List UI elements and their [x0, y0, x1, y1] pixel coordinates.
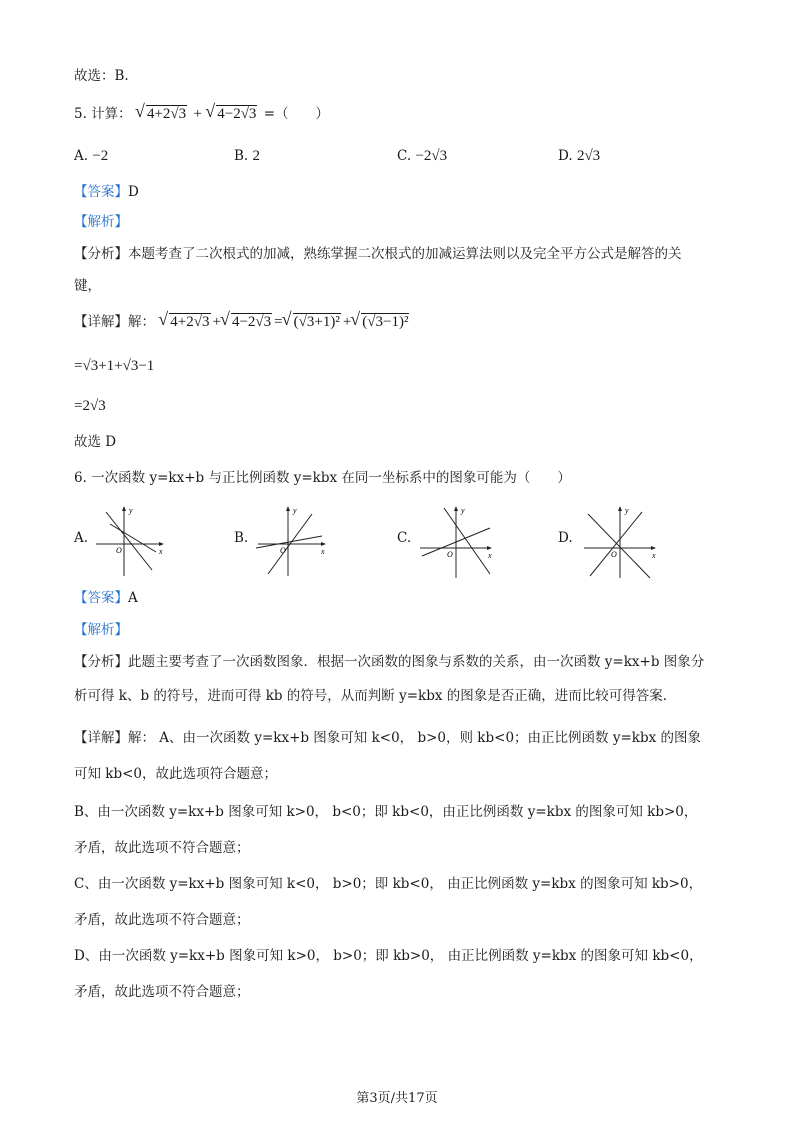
q5-option-c: C. −2√3 — [397, 148, 448, 164]
q6-graph-b — [254, 504, 330, 584]
q6-explain-tag: 【解析】 — [74, 622, 128, 638]
q5-option-b: B. 2 — [234, 148, 261, 164]
svg-text:x: x — [488, 551, 492, 560]
q5-number: 5. 计算： — [74, 106, 132, 122]
q6-graph-d-line-2 — [590, 512, 642, 576]
prev-conclusion: 故选：B. — [74, 68, 129, 84]
q6-graph-d — [582, 504, 662, 584]
svg-text:x: x — [652, 551, 656, 560]
q6-option-c-1: C、由一次函数 y=kx+b 图象可知 k<0， b>0；即 kb<0， 由正比例函数 y=kbx 的图象可知 kb>0， — [74, 876, 703, 892]
q6-graph-c — [418, 504, 498, 584]
q5-tail: =（ ） — [263, 106, 330, 122]
q5-answer: 【答案】D — [74, 184, 139, 200]
q6-detail-2: 可知 kb<0，故此选项符合题意； — [74, 766, 278, 782]
svg-text:x: x — [321, 547, 325, 556]
svg-text:O: O — [116, 546, 122, 555]
q6-detail-1: 【详解】解： A、由一次函数 y=kx+b 图象可知 k<0， b>0，则 kb<0；由正比例函数 y=kbx 的图象 — [74, 730, 701, 746]
q6-graph-b-svg — [254, 504, 330, 580]
q6-option-c-2: 矛盾，故此选项不符合题意； — [74, 912, 250, 928]
q5-conclusion: 故选 D — [74, 434, 117, 450]
q6-graph-label-a: A. — [74, 530, 89, 546]
svg-text:y: y — [129, 506, 133, 515]
q6-graph-a — [92, 504, 168, 584]
q5-option-a: A. −2 — [74, 148, 109, 164]
svg-text:O: O — [611, 550, 617, 559]
svg-text:y: y — [461, 506, 465, 515]
page-footer: 第3页/共17页 — [356, 1091, 438, 1106]
q6-answer: 【答案】A — [74, 590, 138, 606]
q5-explain-tag: 【解析】 — [74, 214, 128, 230]
q6-graph-a-line-1 — [106, 512, 152, 570]
q6-graph-d-line-1 — [588, 514, 650, 578]
q6-graph-c-svg — [418, 504, 498, 580]
q5-detail-step3: =2√3 — [74, 398, 106, 414]
q6-graph-a-svg — [92, 504, 168, 580]
q5-analysis-1: 【分析】本题考查了二次根式的加减，熟练掌握二次根式的加减运算法则以及完全平方公式是解答的关 — [74, 246, 682, 262]
q6-option-b-1: B、由一次函数 y=kx+b 图象可知 k>0， b<0；即 kb<0，由正比例函数 y=kbx 的图象可知 kb>0， — [74, 804, 698, 820]
q6-graph-d-svg — [582, 504, 662, 580]
q6-graph-label-b: B. — [234, 530, 249, 546]
q6-option-d-2: 矛盾，故此选项不符合题意； — [74, 984, 250, 1000]
svg-text:x: x — [159, 547, 163, 556]
q6-graph-label-c: C. — [397, 530, 412, 546]
q5-sqrt-a: √ 4+2√3 — [136, 104, 187, 124]
svg-text:O: O — [280, 546, 286, 555]
q6-analysis-1: 【分析】此题主要考查了一次函数图象．根据一次函数的图象与系数的关系，由一次函数 y=kx+b 图象分 — [74, 654, 705, 670]
svg-text:y: y — [293, 506, 297, 515]
q6-stem: 6. 一次函数 y=kx+b 与正比例函数 y=kbx 在同一坐标系中的图象可能为（ ） — [74, 470, 571, 486]
q6-option-d-1: D、由一次函数 y=kx+b 图象可知 k>0， b>0；即 kb>0， 由正比例函数 y=kbx 的图象可知 kb<0， — [74, 948, 703, 964]
svg-text:O: O — [447, 550, 453, 559]
q5-sqrt-b: √ 4−2√3 — [206, 104, 257, 124]
q5-detail-step2: =√3+1+√3−1 — [74, 358, 155, 374]
q6-analysis-2: 析可得 k、b 的符号，进而可得 kb 的符号，从而判断 y=kbx 的图象是否正确，进而比较可得答案. — [74, 688, 668, 704]
svg-text:y: y — [625, 506, 629, 515]
q6-option-b-2: 矛盾，故此选项不符合题意； — [74, 840, 250, 856]
q5-stem: 5. 计算： √ 4+2√3 + √ 4−2√3 =（ ） — [74, 104, 329, 124]
q6-graph-label-d: D. — [558, 530, 573, 546]
q5-detail-step1: 【详解】解： √ 4+2√3 +√ 4−2√3 =√ (√3+1)² +√ (√3−1)² — [74, 312, 411, 332]
q6-graph-c-line-1 — [444, 508, 490, 574]
q5-analysis-2: 键， — [74, 278, 101, 294]
q5-option-d: D. 2√3 — [558, 148, 601, 164]
